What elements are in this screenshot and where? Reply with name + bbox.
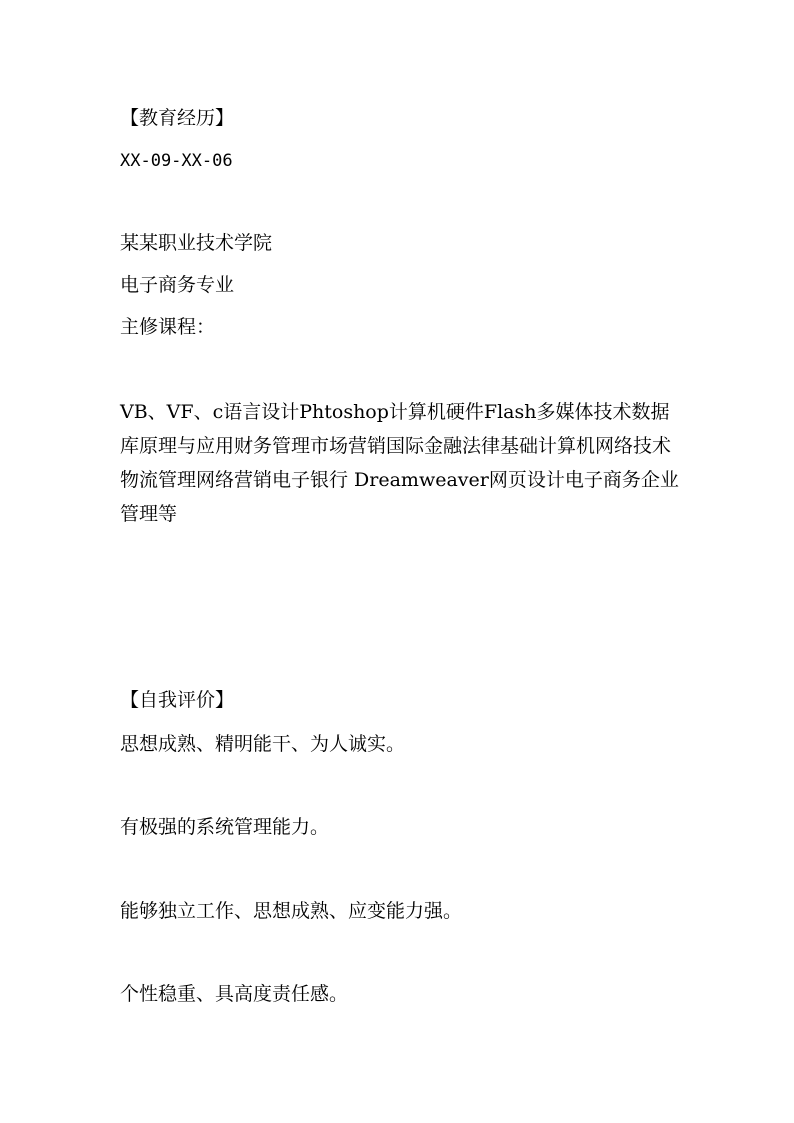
self-evaluation-item: 思想成熟、精明能干、为人诚实。: [120, 733, 406, 755]
self-evaluation-item: 能够独立工作、思想成熟、应变能力强。: [120, 900, 463, 922]
education-school: 某某职业技术学院: [120, 232, 273, 254]
self-evaluation-item: 有极强的系统管理能力。: [120, 816, 330, 838]
education-heading: 【教育经历】: [120, 107, 235, 129]
self-evaluation-heading: 【自我评价】: [120, 689, 235, 711]
courses-list: VB、VF、c语言设计Phtoshop计算机硬件Flash多媒体技术数据库原理与应用财务管理市场营销国际金融法律基础计算机网络技术物流管理网络营销电子银行 Dreamweaver网页设计电子商务企业管理等: [120, 401, 679, 525]
education-major: 电子商务专业: [120, 274, 235, 296]
education-period: XX-09-XX-06: [120, 151, 233, 171]
self-evaluation-item: 个性稳重、具高度责任感。: [120, 983, 349, 1005]
courses-label: 主修课程：: [120, 316, 216, 338]
